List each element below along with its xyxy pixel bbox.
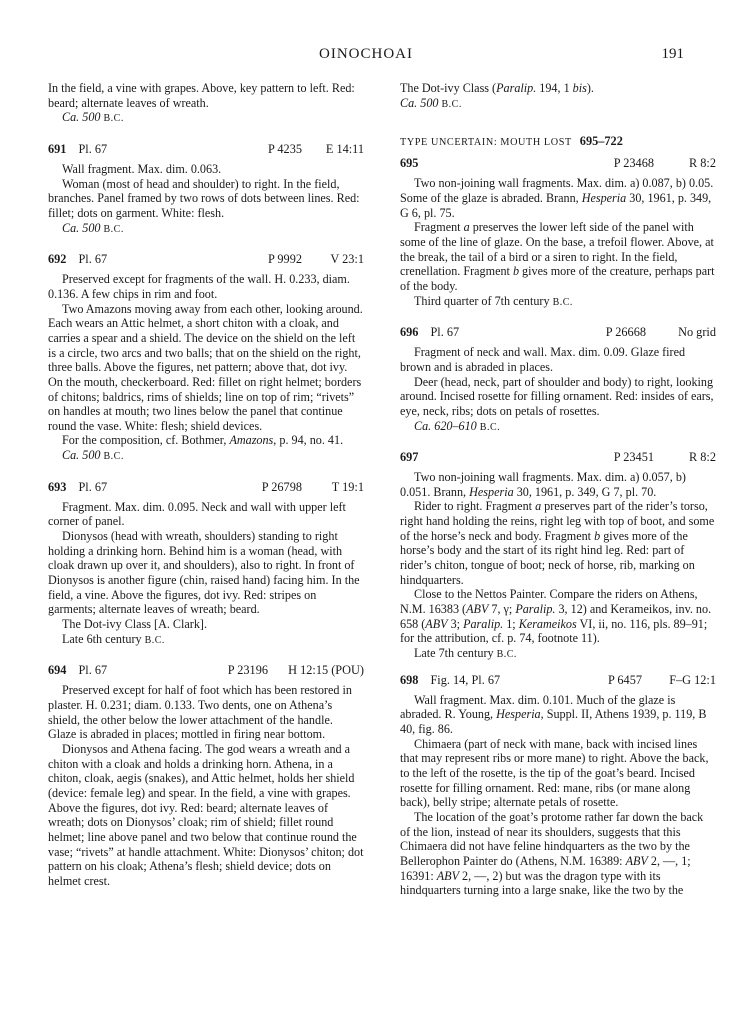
plate-ref: Pl. 67 — [78, 663, 108, 678]
grid-ref: R 8:2 — [689, 450, 716, 465]
inventory-number: P 9992 — [267, 252, 302, 267]
date-line: Ca. 620–610 B.C. — [414, 418, 501, 433]
date-line: Ca. 500 B.C. — [62, 110, 124, 125]
entry-heading — [48, 252, 364, 268]
entry-number: 696 — [400, 325, 419, 340]
catalogue-entry-698 — [400, 673, 716, 898]
continued-attribution: The Dot-ivy Class (Paralip. 194, 1 bis). — [400, 81, 594, 95]
date-line: Ca. 500 B.C. — [62, 448, 124, 463]
catalogue-entry-696 — [400, 325, 716, 435]
plate-ref: Pl. 67 — [78, 252, 108, 267]
entry-number: 693 — [48, 479, 67, 494]
entry-attribution: The Dot-ivy Class [A. Clark]. — [62, 617, 207, 632]
inventory-number: P 23451 — [613, 450, 654, 465]
entry-heading — [400, 156, 716, 172]
entry-description: Fragment a preserves the lower left side of the panel with some of the line of glaze. On the base, a trefoil flower. Above, at the break, the tail of a bird or a siren to right. In the field, crenellation. Fragment b gives more of the creature, perhaps part of the body. — [400, 220, 715, 293]
entry-description: Two non-joining wall fragments. Max. dim. a) 0.057, b) 0.051. Brann, Hesperia 30, 1961, p. 349, G 7, pl. 70. — [400, 470, 686, 499]
page-number: 191 — [661, 46, 684, 62]
entry-description: Two Amazons moving away from each other, looking around. Each wears an Attic helmet, a short chiton with a cloak, and carries a spear and a shield. The device on the shield on the left is a circle, two arcs and two balls; that on the shield on the right, three balls. Above the figures, net pattern; above that, dot ivy. On the mouth, checkerboard. Red: fillet on right helmet; borders of chitons; baldrics, rims of shields; line on top of rim; “rivets” on handles at mouth; two lines below the panel that continue round the vase. White: flesh; shield devices. — [48, 301, 363, 433]
catalogue-entry-691 — [48, 142, 364, 237]
catalogue-entry-694 — [48, 663, 364, 888]
plate-ref: Pl. 67 — [430, 325, 460, 340]
section-label: TYPE UNCERTAIN: MOUTH LOST — [400, 137, 572, 149]
entry-description: Rider to right. Fragment a preserves part of the rider’s torso, right hand holding the reins, right leg with top of boot, and some of the horse’s neck and body. Fragment b gives more of the horse’s body and the start of its right hind leg. Red: part of rider’s chiton, tongue of boot; neck of horse, rib, marking on hindquarters. — [400, 499, 715, 587]
continued-text: In the field, a vine with grapes. Above, key pattern to left. Red: beard; alternate leaves of wreath. — [48, 81, 355, 110]
entry-number: 691 — [48, 141, 67, 156]
right-column — [400, 81, 716, 898]
entry-number: 698 — [400, 672, 419, 687]
entry-heading — [48, 480, 364, 496]
plate-ref: Pl. 67 — [78, 479, 108, 494]
inventory-number: P 23196 — [227, 663, 268, 678]
running-title: OINOCHOAI — [319, 46, 413, 62]
grid-ref: No grid — [678, 325, 716, 340]
inventory-number: P 4235 — [267, 141, 302, 156]
grid-ref: E 14:11 — [325, 141, 364, 156]
entry-description: Woman (most of head and shoulder) to right. In the field, branches. Panel framed by two rows of dots between lines. Red: fillet; dots on garment. White: flesh. — [48, 176, 360, 220]
catalogue-entry-697 — [400, 450, 716, 663]
date-line: Third quarter of 7th century B.C. — [414, 293, 573, 308]
plate-ref: Fig. 14, Pl. 67 — [430, 672, 501, 687]
catalogue-entry-693 — [48, 480, 364, 649]
entry-heading — [48, 663, 364, 679]
entry-description: Two non-joining wall fragments. Max. dim. a) 0.087, b) 0.05. Some of the glaze is abraded. Brann, Hesperia 30, 1961, p. 349, G 6, pl. 75. — [400, 176, 714, 220]
catalogue-entry-695 — [400, 156, 716, 310]
entry-number: 695 — [400, 156, 419, 171]
date-line: Late 6th century B.C. — [62, 631, 165, 646]
entry-description: Fragment. Max. dim. 0.095. Neck and wall with upper left corner of panel. — [48, 499, 346, 529]
entry-description: Chimaera (part of neck with mane, back with incised lines that may represent ribs or more mane) to right. Above the back, to the left of the rosette, is the tip of the goat’s beard. Incised rosette for filling ornament. Red: mane, ribs (or mane along back), belly stripe; alternate petals of rosette. — [400, 736, 709, 810]
entry-reference: For the composition, cf. Bothmer, Amazons, p. 94, no. 41. — [62, 433, 344, 448]
entry-description: Preserved except for half of foot which has been restored in plaster. H. 0.231; diam. 0.133. Two dents, one on Athena’s shield, the other below the lower attachment of the handle. Glaze is abraded in places; mottled in firing near bottom. — [48, 683, 352, 742]
entry-heading — [48, 142, 364, 158]
entry-number: 692 — [48, 252, 67, 267]
entry-heading — [400, 450, 716, 466]
inventory-number: P 26798 — [261, 479, 302, 494]
entry-number: 694 — [48, 663, 67, 678]
inventory-number: P 26668 — [605, 325, 646, 340]
date-line: Ca. 500 B.C. — [62, 220, 124, 235]
plate-ref: Pl. 67 — [78, 141, 108, 156]
entry-heading — [400, 325, 716, 341]
section-heading — [400, 134, 716, 150]
grid-ref: F–G 12:1 — [669, 672, 716, 687]
entry-description: Preserved except for fragments of the wall. H. 0.233, diam. 0.136. A few chips in rim and foot. — [48, 272, 350, 301]
page-header — [48, 46, 684, 66]
entry-description: Dionysos (head with wreath, shoulders) standing to right holding a drinking horn. Behind him is a woman (head, with cloak drawn up over it, and shoulders), also to right. In front of Dionysos is another figure (chin, raised hand) facing him. In the field, a vine. Above the figures, dot ivy. Red: stripes on garments; alternate leaves of wreath; beard. — [48, 529, 360, 617]
entry-description: Deer (head, neck, part of shoulder and body) to right, looking around. Incised rosette for filling ornament. Red: insides of ears, eye, neck, ribs; dots on petals of rosettes. — [400, 374, 714, 418]
grid-ref: V 23:1 — [330, 252, 364, 267]
date-line: Ca. 500 B.C. — [400, 95, 462, 110]
left-column — [48, 81, 364, 889]
date-line: Late 7th century B.C. — [414, 646, 517, 661]
section-range: 695–722 — [579, 134, 623, 149]
catalogue-entry-692 — [48, 252, 364, 465]
entry-description: Fragment of neck and wall. Max. dim. 0.09. Glaze fired brown and is abraded in places. — [400, 345, 686, 374]
grid-ref: R 8:2 — [689, 156, 716, 171]
entry-number: 697 — [400, 450, 419, 465]
entry-description: Wall fragment. Max. dim. 0.101. Much of the glaze is abraded. R. Young, Hesperia, Suppl. II, Athens 1939, p. 119, B 40, fig. 86. — [400, 692, 707, 736]
entry-discussion: The location of the goat’s protome rather far down the back of the lion, instead of near its shoulders, suggests that this Chimaera did not have feline hindquarters as the two by the Bellerophon Painter do (Athens, N.M. 16389: ABV 2, —, 1; 16391: ABV 2, —, 2) but was the dragon type with its hindquarters turning into a large snake, like the two by the — [400, 809, 704, 898]
inventory-number: P 6457 — [607, 672, 642, 687]
entry-description: Wall fragment. Max. dim. 0.063. — [62, 161, 222, 176]
entry-description: Dionysos and Athena facing. The god wears a wreath and a chiton with a cloak and holds a drinking horn. Athena, in a chiton, cloak, aegis (snakes), and Attic helmet, holds her shield (device: female leg) and spear. In the field, a vine with grapes. Above the figures, dot ivy. Red: beard; alternate leaves of wreath; dots on Dionysos’ cloak; rim of shield; fillet round helmet; line above panel and two below that continue round the vase; “rivets” at handle attachment. White: Dionysos’ chiton; dot pattern on his cloak; Athena’s flesh; shield device; dots on helmet crest. — [48, 741, 364, 888]
inventory-number: P 23468 — [613, 156, 654, 171]
entry-comparison: Close to the Nettos Painter. Compare the riders on Athens, N.M. 16383 (ABV 7, γ; Paralip. 3, 12) and Kerameikos, inv. no. 658 (ABV 3; Paralip. 1; Kerameikos VI, ii, no. 116, pls. 89–91; for the attribution, cf. p. 74, footnote 11). — [400, 587, 712, 646]
entry-heading — [400, 673, 716, 689]
grid-ref: H 12:15 (POU) — [288, 663, 364, 678]
grid-ref: T 19:1 — [331, 479, 364, 494]
